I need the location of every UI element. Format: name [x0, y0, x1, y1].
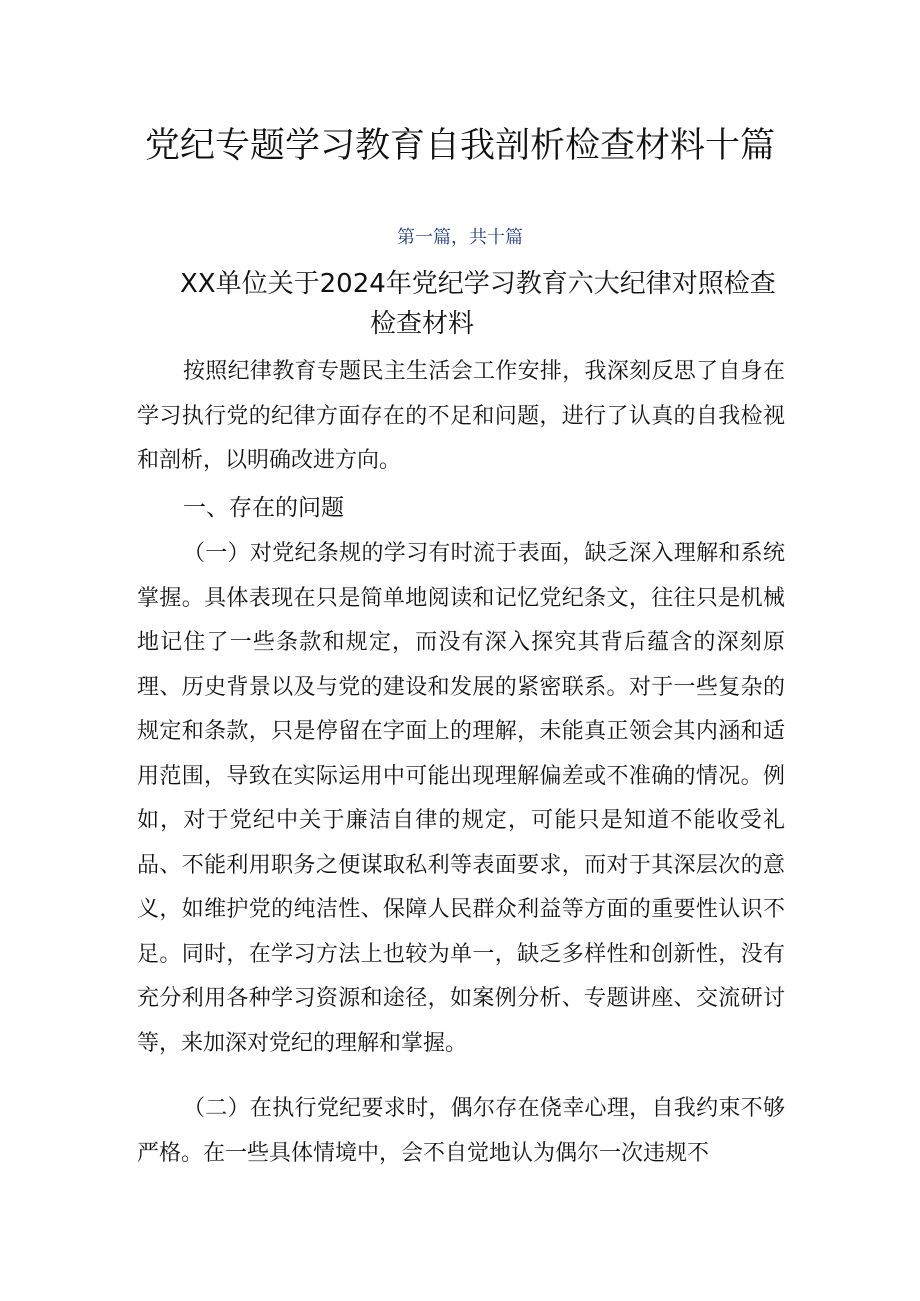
section-heading: 一、存在的问题: [183, 495, 344, 521]
main-title: 党纪专题学习教育自我剖析检查材料十篇: [144, 126, 775, 166]
document-heading: [180, 264, 820, 344]
paragraph-2: （二）在执行党纪要求时，偶尔存在侥幸心理，自我约束不够严格。在一些具体情境中，会不自觉地认为偶尔一次违规不: [137, 1096, 785, 1166]
document-heading-line2: 检查材料: [370, 309, 475, 339]
paragraph-1: （一）对党纪条规的学习有时流于表面，缺乏深入理解和系统掌握。具体表现在只是简单地阅读和记忆党纪条文，往往只是机械地记住了一些条款和规定，而没有深入探究其背后蕴含的深刻原理、历史背景以及与党的建设和发展的紧密联系。对于一些复杂的规定和条款，只是停留在字面上的理解，未能真正领会其内涵和适用范围，导致在实际运用中可能出现理解偏差或不准确的情况。例如，对于党纪中关于廉洁自律的规定，可能只是知道不能收受礼品、不能利用职务之便谋取私利等表面要求，而对于其深层次的意义，如维护党的纯洁性、保障人民群众利益等方面的重要性认识不足。同时，在学习方法上也较为单一，缺乏多样性和创新性，没有充分利用各种学习资源和途径，如案例分析、专题讲座、交流研讨等，来加深对党纪的理解和掌握。: [137, 541, 785, 1056]
subtitle: 第一篇，共十篇: [397, 227, 523, 248]
intro-paragraph: 按照纪律教育专题民主生活会工作安排，我深刻反思了自身在学习执行党的纪律方面存在的不足和问题，进行了认真的自我检视和剖析，以明确改进方向。: [137, 359, 785, 473]
document-heading-line1: XX单位关于2024年党纪学习教育六大纪律对照检查: [180, 269, 776, 299]
